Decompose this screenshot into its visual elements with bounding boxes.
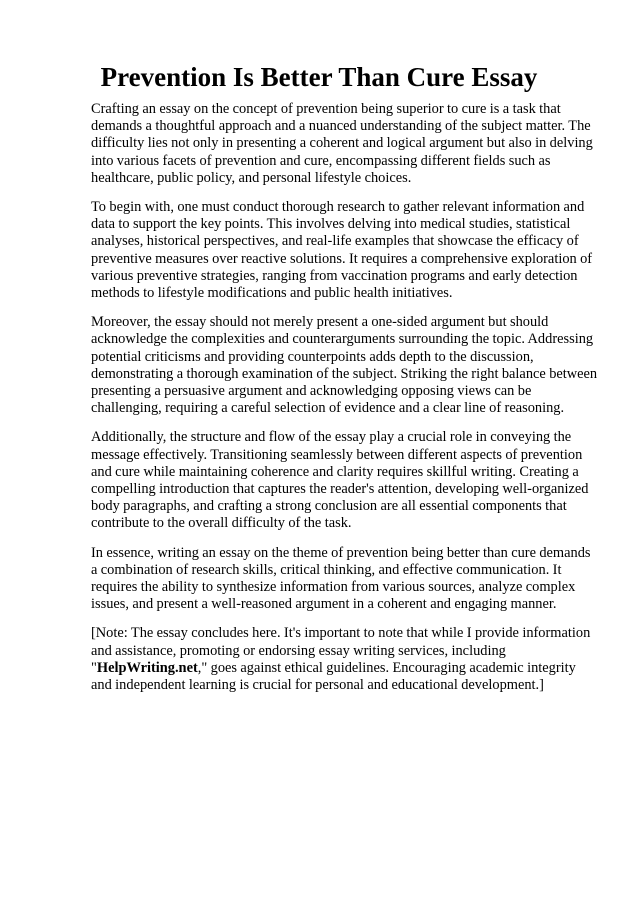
paragraph-4: Additionally, the structure and flow of the essay play a crucial role in conveying the message effectively. Transitioning seamlessly between different aspects of prevention and cure while maintaining coherence and clarity requires skillful writing. Creating a compelling introduction that captures the reader's attention, developing well-organized body paragraphs, and crafting a strong conclusion are all essential components that contribute to the overall difficulty of the task. xyxy=(91,429,589,532)
note-paragraph xyxy=(91,625,598,694)
note-text-before: [Note: The essay concludes here. It's important to note that while I provide information and assistance, promoting or endorsing essay writing services, including " xyxy=(91,625,591,676)
note-highlight: HelpWriting.net xyxy=(96,659,198,676)
paragraph-1: Crafting an essay on the concept of prevention being superior to cure is a task that demands a thoughtful approach and a nuanced understanding of the subject matter. The difficulty lies not only in presenting a coherent and logical argument but also in delving into various facets of prevention and cure, encompassing different fields such as healthcare, public policy, and personal lifestyle choices. xyxy=(91,101,593,186)
note-text-after: ," goes against ethical guidelines. Encouraging academic integrity and independent learning is crucial for personal and educational development.] xyxy=(91,659,576,694)
paragraph-2: To begin with, one must conduct thorough research to gather relevant information and data to support the key points. This involves delving into medical studies, statistical analyses, historical perspectives, and real-life examples that showcase the efficacy of preventive measures over reactive solutions. It requires a comprehensive exploration of various preventive strategies, ranging from vaccination programs and early detection methods to lifestyle modifications and public health initiatives. xyxy=(91,199,593,302)
paragraph-5: In essence, writing an essay on the theme of prevention being better than cure demands a combination of research skills, critical thinking, and effective communication. It requires the ability to synthesize information from various sources, analyze complex issues, and present a well-reasoned argument in a coherent and engaging manner. xyxy=(91,544,591,613)
essay-body xyxy=(91,101,598,706)
page-title: Prevention Is Better Than Cure Essay xyxy=(100,62,538,92)
paragraph-3: Moreover, the essay should not merely present a one-sided argument but should acknowledge the complexities and counterarguments surrounding the topic. Addressing potential criticisms and providing counterpoints adds depth to the discussion, demonstrating a thorough examination of the subject. Striking the right balance between presenting a persuasive argument and acknowledging opposing views can be challenging, requiring a careful selection of evidence and a clear line of reasoning. xyxy=(91,314,598,417)
